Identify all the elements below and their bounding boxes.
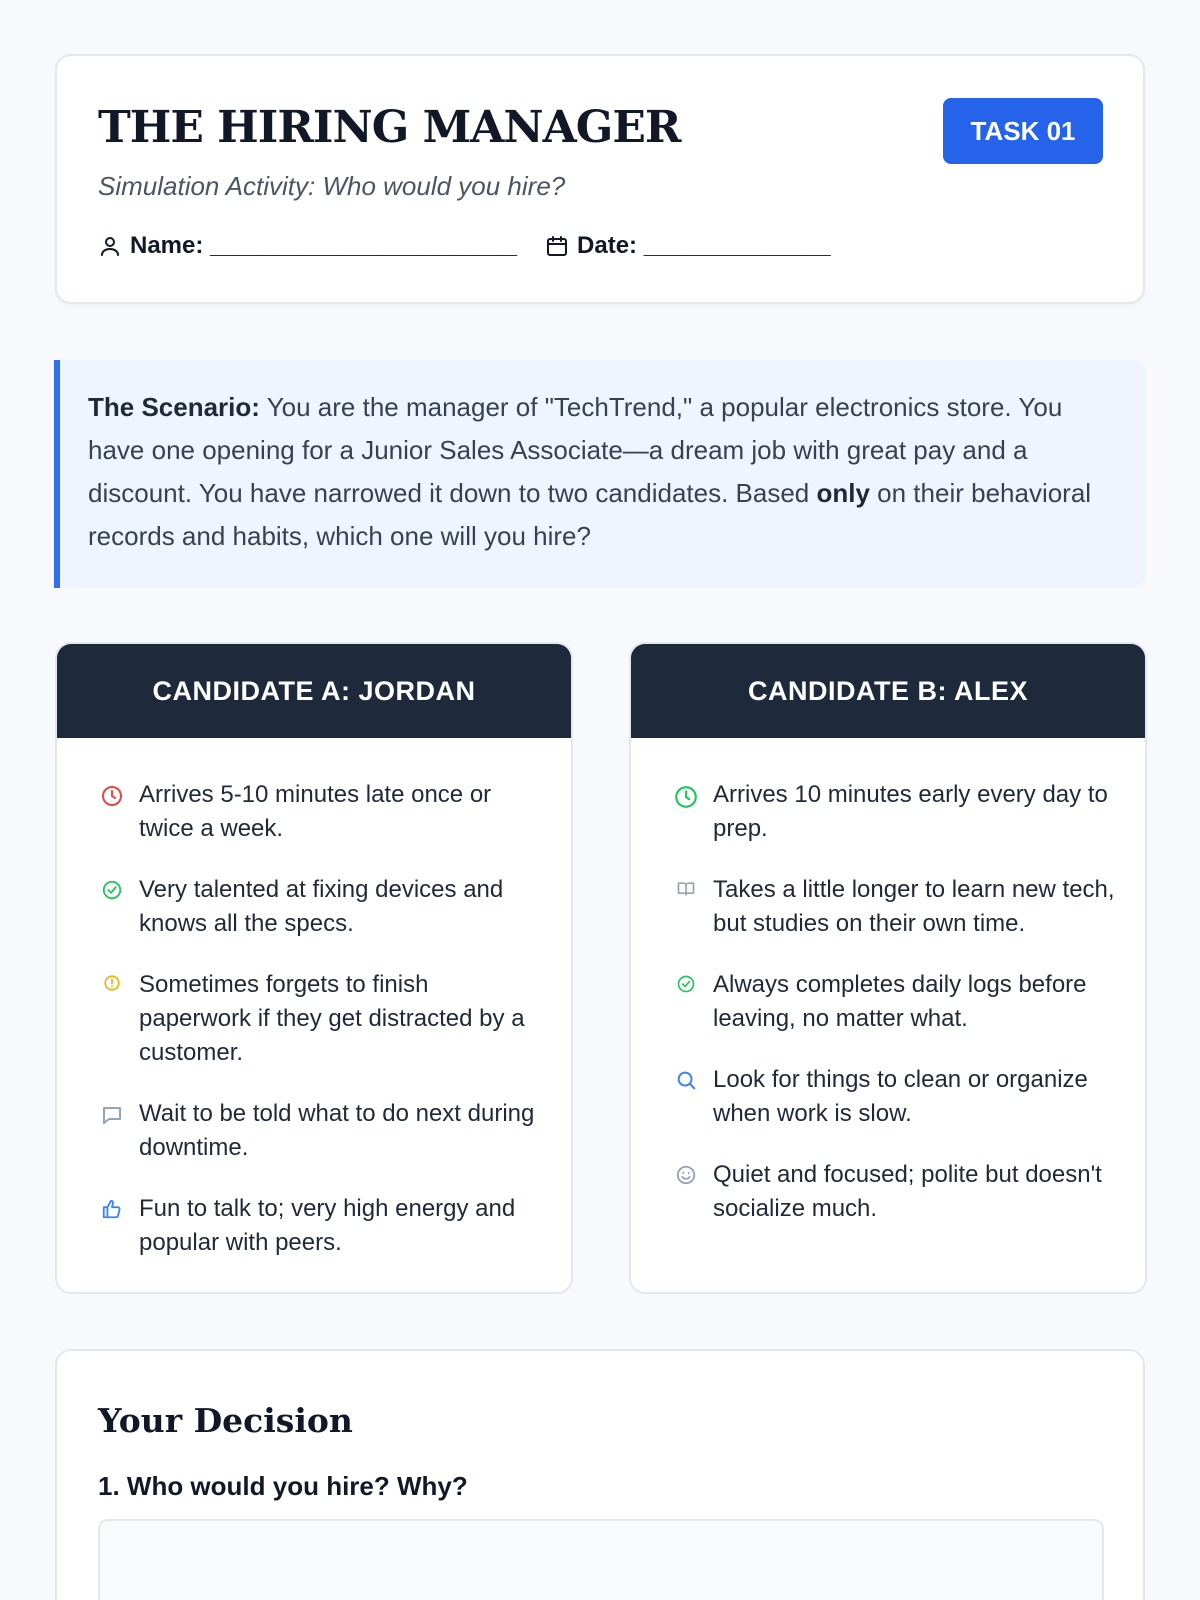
clock-icon (95, 784, 129, 808)
name-field[interactable] (98, 232, 517, 260)
list-item (669, 1158, 1115, 1226)
trait-text: Quiet and focused; polite but doesn't socialize much. (713, 1161, 1102, 1222)
trait-text: Arrives 5-10 minutes late once or twice a week. (139, 781, 492, 842)
list-item (95, 1097, 541, 1165)
trait-text: Very talented at fixing devices and knows all the specs. (139, 876, 504, 937)
list-item (669, 873, 1115, 941)
trait-text: Wait to be told what to do next during downtime. (139, 1100, 535, 1161)
smile-icon (669, 1164, 703, 1186)
scenario-text-after: on their behavioral records and habits, which one will you hire? (88, 478, 1092, 551)
candidate-b-card (629, 642, 1147, 1294)
search-icon (669, 1069, 703, 1091)
decision-card (55, 1349, 1145, 1600)
trait-text: Sometimes forgets to finish paperwork if they get distracted by a customer. (139, 971, 525, 1066)
page-title: THE HIRING MANAGER (98, 102, 681, 153)
meta-row (98, 232, 859, 260)
thumbs-up-icon (95, 1198, 129, 1220)
list-item (95, 873, 541, 941)
answer-textarea[interactable] (98, 1519, 1104, 1600)
calendar-icon (545, 234, 569, 258)
scenario-emphasis: only (816, 478, 870, 508)
message-square-icon (95, 1103, 129, 1127)
candidate-a-card (55, 642, 573, 1294)
decision-title: Your Decision (98, 1401, 353, 1440)
clock-icon (669, 784, 703, 810)
scenario-box (54, 360, 1146, 588)
check-circle-icon (95, 879, 129, 901)
scenario-text-before: You are the manager of "TechTrend," a popular electronics store. You have one opening for a Junior Sales Associate—a dream job with great pay and a discount. You have narrowed it down to two candidates. Based (88, 392, 1063, 508)
header-card (55, 54, 1145, 304)
page-subtitle: Simulation Activity: Who would you hire? (98, 171, 566, 201)
trait-text: Look for things to clean or organize when work is slow. (713, 1066, 1088, 1127)
alert-circle-icon (95, 974, 129, 992)
trait-text: Takes a little longer to learn new tech, but studies on their own time. (713, 876, 1115, 937)
list-item (95, 1192, 541, 1260)
user-icon (98, 234, 122, 258)
candidate-a-title: CANDIDATE A: JORDAN (57, 644, 571, 738)
date-field[interactable] (545, 232, 831, 260)
candidate-b-traits (631, 738, 1145, 1226)
trait-text: Arrives 10 minutes early every day to prep. (713, 781, 1108, 842)
list-item (95, 778, 541, 846)
list-item (669, 1063, 1115, 1131)
list-item (669, 968, 1115, 1036)
task-badge: TASK 01 (943, 98, 1103, 164)
book-open-icon (669, 879, 703, 899)
name-label: Name: _______________________ (130, 232, 518, 259)
date-label: Date: ______________ (577, 232, 831, 259)
list-item (95, 968, 541, 1070)
scenario-label: The Scenario: (88, 392, 260, 422)
list-item (669, 778, 1115, 846)
candidate-a-traits (57, 738, 571, 1260)
question-1: 1. Who would you hire? Why? (98, 1471, 468, 1501)
trait-text: Fun to talk to; very high energy and popular with peers. (139, 1195, 516, 1256)
candidate-b-title: CANDIDATE B: ALEX (631, 644, 1145, 738)
trait-text: Always completes daily logs before leaving, no matter what. (713, 971, 1087, 1032)
check-circle-icon (669, 974, 703, 994)
